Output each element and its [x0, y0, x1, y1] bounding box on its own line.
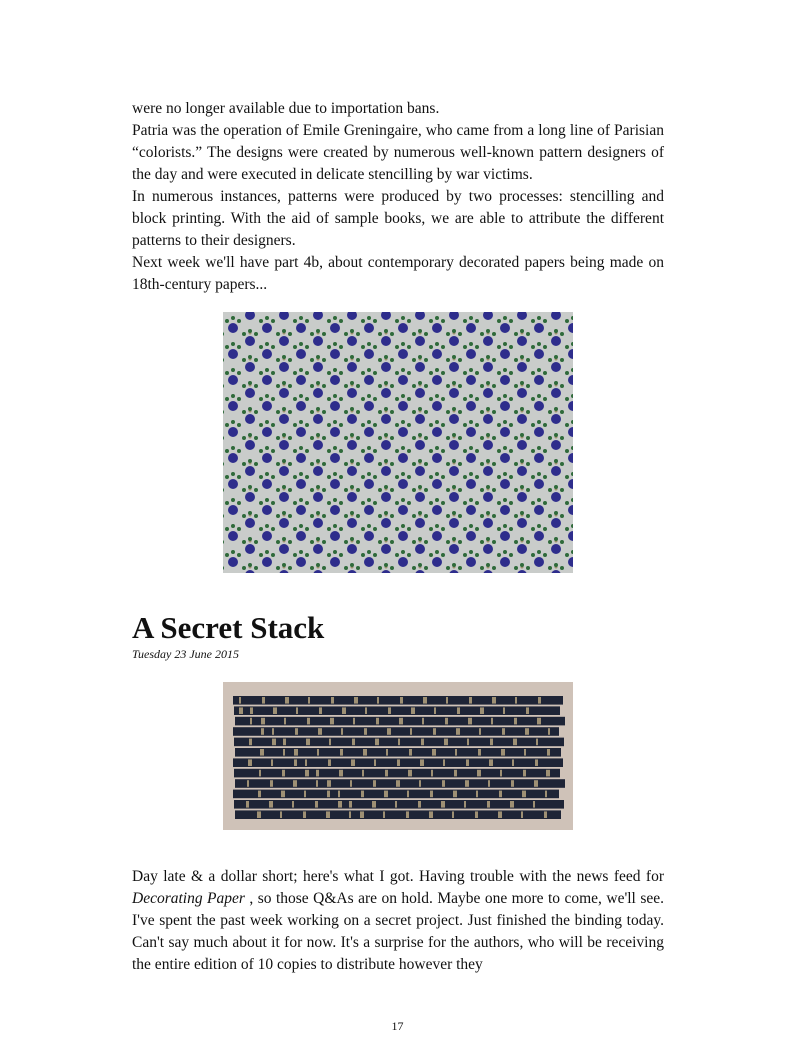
gilt-mark — [503, 707, 505, 714]
gilt-mark — [422, 718, 424, 725]
gilt-mark — [249, 739, 252, 746]
gilt-mark — [293, 780, 297, 787]
publication-title: Decorating Paper — [132, 890, 245, 907]
gilt-mark — [442, 780, 445, 787]
gilt-mark — [280, 811, 282, 818]
gilt-mark — [350, 780, 352, 787]
gilt-mark — [360, 811, 364, 818]
gilt-mark — [316, 780, 318, 787]
gilt-mark — [260, 749, 264, 756]
gilt-mark — [397, 759, 400, 766]
gilt-mark — [270, 780, 273, 787]
gilt-mark — [327, 780, 331, 787]
gilt-mark — [318, 728, 322, 735]
gilt-mark — [315, 801, 318, 808]
gilt-mark — [409, 749, 412, 756]
gilt-mark — [423, 697, 427, 704]
gilt-mark — [250, 707, 253, 714]
gilt-mark — [536, 739, 538, 746]
gilt-mark — [514, 718, 517, 725]
gilt-mark — [433, 728, 436, 735]
gilt-mark — [307, 718, 310, 725]
post-title: A Secret Stack — [132, 610, 325, 645]
gilt-mark — [501, 749, 505, 756]
gilt-mark — [446, 697, 448, 704]
gilt-mark — [419, 780, 421, 787]
gilt-mark — [374, 759, 376, 766]
gilt-mark — [434, 707, 436, 714]
book-spine — [235, 810, 561, 819]
gilt-mark — [411, 707, 415, 714]
gilt-mark — [465, 780, 469, 787]
paragraph: Patria was the operation of Emile Greningaire, who came from a long line of Parisian “colorists.” The designs were created by numerous well-known pattern designers of the day and were executed in delicate stencilling by war victims. — [132, 122, 664, 183]
gilt-mark — [354, 697, 358, 704]
gilt-mark — [548, 728, 550, 735]
body-text-part2: , so those Q&As are on hold. Maybe one more to come, we'll see. I've spent the past week working on a secret project. Just finished the binding today. Can't say much about it for now. It's a surprise for the authors, who will be receiving the entire edition of 10 copies to distribute however they — [132, 890, 664, 973]
gilt-mark — [361, 791, 364, 798]
gilt-mark — [535, 759, 538, 766]
gilt-mark — [386, 749, 388, 756]
gilt-mark — [351, 759, 355, 766]
paragraph: In numerous instances, patterns were produced by two processes: stencilling and block printing. With the aid of sample books, we are able to attribute the different patterns to their designers. — [132, 188, 664, 249]
gilt-mark — [456, 728, 460, 735]
gilt-mark — [257, 811, 261, 818]
gilt-mark — [457, 707, 460, 714]
gilt-mark — [338, 791, 340, 798]
gilt-mark — [522, 791, 526, 798]
paragraph: were no longer available due to importation bans. — [132, 100, 440, 117]
gilt-mark — [537, 718, 541, 725]
book-stack-photo-icon — [223, 682, 573, 830]
gilt-mark — [443, 759, 445, 766]
gilt-mark — [305, 770, 309, 777]
gilt-mark — [326, 811, 330, 818]
post-date: Tuesday 23 June 2015 — [132, 647, 239, 661]
gilt-mark — [407, 791, 409, 798]
gilt-mark — [453, 791, 457, 798]
gilt-mark — [408, 770, 412, 777]
gilt-mark — [387, 728, 391, 735]
gilt-mark — [259, 770, 261, 777]
gilt-mark — [480, 707, 484, 714]
gilt-mark — [339, 770, 343, 777]
gilt-mark — [431, 770, 433, 777]
gilt-mark — [455, 749, 457, 756]
book-spine — [234, 800, 564, 809]
gilt-mark — [406, 811, 409, 818]
gilt-mark — [475, 811, 478, 818]
gilt-mark — [352, 739, 355, 746]
gilt-mark — [341, 728, 343, 735]
gilt-mark — [303, 811, 306, 818]
page-number: 17 — [391, 1019, 404, 1033]
gilt-mark — [273, 707, 277, 714]
gilt-mark — [418, 801, 421, 808]
gilt-mark — [329, 739, 331, 746]
book-stack-image — [223, 682, 573, 830]
intro-text-block — [132, 98, 664, 296]
gilt-mark — [467, 739, 469, 746]
paragraph: Next week we'll have part 4b, about contemporary decorated papers being made on 18th-century papers... — [132, 254, 664, 293]
gilt-mark — [316, 770, 319, 777]
gilt-mark — [502, 728, 505, 735]
gilt-mark — [420, 759, 424, 766]
gilt-mark — [469, 697, 472, 704]
gilt-mark — [490, 739, 493, 746]
gilt-mark — [261, 718, 265, 725]
gilt-mark — [306, 739, 310, 746]
gilt-mark — [491, 718, 493, 725]
gilt-mark — [523, 770, 526, 777]
gilt-mark — [294, 749, 298, 756]
gilt-mark — [476, 791, 478, 798]
gilt-mark — [430, 791, 433, 798]
gilt-mark — [269, 801, 273, 808]
gilt-mark — [331, 697, 334, 704]
gilt-mark — [272, 728, 274, 735]
gilt-mark — [441, 801, 445, 808]
gilt-mark — [500, 770, 502, 777]
gilt-mark — [282, 770, 285, 777]
gilt-mark — [285, 697, 289, 704]
post-body — [132, 866, 664, 976]
gilt-mark — [283, 749, 285, 756]
gilt-mark — [281, 791, 285, 798]
gilt-mark — [319, 707, 322, 714]
gilt-mark — [353, 718, 355, 725]
gilt-mark — [399, 718, 403, 725]
gilt-mark — [396, 780, 400, 787]
gilt-mark — [373, 780, 376, 787]
gilt-mark — [544, 811, 547, 818]
gilt-mark — [400, 697, 403, 704]
gilt-mark — [330, 718, 334, 725]
gilt-mark — [388, 707, 391, 714]
gilt-mark — [304, 791, 306, 798]
gilt-mark — [547, 749, 550, 756]
gilt-mark — [524, 749, 526, 756]
gilt-mark — [445, 718, 448, 725]
gilt-mark — [429, 811, 433, 818]
gilt-mark — [466, 759, 469, 766]
gilt-mark — [488, 780, 490, 787]
gilt-mark — [525, 728, 529, 735]
gilt-mark — [296, 707, 298, 714]
gilt-mark — [271, 759, 273, 766]
gilt-mark — [338, 801, 342, 808]
gilt-mark — [538, 697, 541, 704]
book-spine — [233, 727, 559, 736]
gilt-mark — [284, 718, 286, 725]
gilt-mark — [262, 697, 265, 704]
gilt-mark — [261, 728, 264, 735]
gilt-mark — [258, 791, 261, 798]
gilt-mark — [308, 697, 310, 704]
gilt-mark — [383, 811, 385, 818]
gilt-mark — [377, 697, 379, 704]
gilt-mark — [521, 811, 523, 818]
gilt-mark — [250, 718, 252, 725]
gilt-mark — [327, 791, 330, 798]
gilt-mark — [432, 749, 436, 756]
gilt-mark — [239, 697, 241, 704]
gilt-mark — [385, 770, 388, 777]
gilt-mark — [363, 749, 367, 756]
gilt-mark — [239, 707, 243, 714]
gilt-mark — [533, 801, 535, 808]
gilt-mark — [317, 749, 319, 756]
gilt-mark — [272, 739, 276, 746]
gilt-mark — [452, 811, 454, 818]
gilt-mark — [248, 759, 252, 766]
decorated-paper-image — [223, 312, 573, 573]
decorated-paper-pattern-icon — [223, 312, 573, 573]
gilt-mark — [478, 749, 481, 756]
gilt-mark — [479, 728, 481, 735]
gilt-mark — [395, 801, 397, 808]
gilt-mark — [328, 759, 331, 766]
gilt-mark — [247, 780, 249, 787]
paragraph — [132, 866, 664, 976]
gilt-mark — [513, 739, 517, 746]
gilt-mark — [510, 801, 514, 808]
gilt-mark — [342, 707, 346, 714]
book-spine — [234, 706, 560, 715]
gilt-mark — [512, 759, 514, 766]
gilt-mark — [526, 707, 529, 714]
gilt-mark — [444, 739, 448, 746]
gilt-mark — [492, 697, 496, 704]
gilt-mark — [489, 759, 493, 766]
gilt-mark — [349, 811, 351, 818]
gilt-mark — [410, 728, 412, 735]
gilt-mark — [454, 770, 457, 777]
gilt-mark — [372, 801, 376, 808]
gilt-mark — [545, 791, 547, 798]
gilt-mark — [487, 801, 490, 808]
gilt-mark — [464, 801, 466, 808]
gilt-mark — [534, 780, 538, 787]
gilt-mark — [477, 770, 481, 777]
gilt-mark — [246, 801, 249, 808]
gilt-mark — [468, 718, 472, 725]
gilt-mark — [283, 739, 286, 746]
gilt-mark — [292, 801, 294, 808]
book-spine — [233, 696, 563, 705]
gilt-mark — [295, 728, 298, 735]
gilt-mark — [340, 749, 343, 756]
gilt-mark — [365, 707, 367, 714]
gilt-mark — [305, 759, 307, 766]
gilt-mark — [511, 780, 514, 787]
body-text-part1: Day late & a dollar short; here's what I got. Having trouble with the news feed for — [132, 868, 664, 885]
gilt-mark — [375, 739, 379, 746]
gilt-mark — [498, 811, 502, 818]
gilt-mark — [398, 739, 400, 746]
gilt-mark — [515, 697, 517, 704]
gilt-mark — [384, 791, 388, 798]
gilt-mark — [349, 801, 352, 808]
gilt-mark — [364, 728, 367, 735]
gilt-mark — [362, 770, 364, 777]
gilt-mark — [294, 759, 297, 766]
gilt-mark — [421, 739, 424, 746]
gilt-mark — [499, 791, 502, 798]
gilt-mark — [546, 770, 550, 777]
gilt-mark — [376, 718, 379, 725]
